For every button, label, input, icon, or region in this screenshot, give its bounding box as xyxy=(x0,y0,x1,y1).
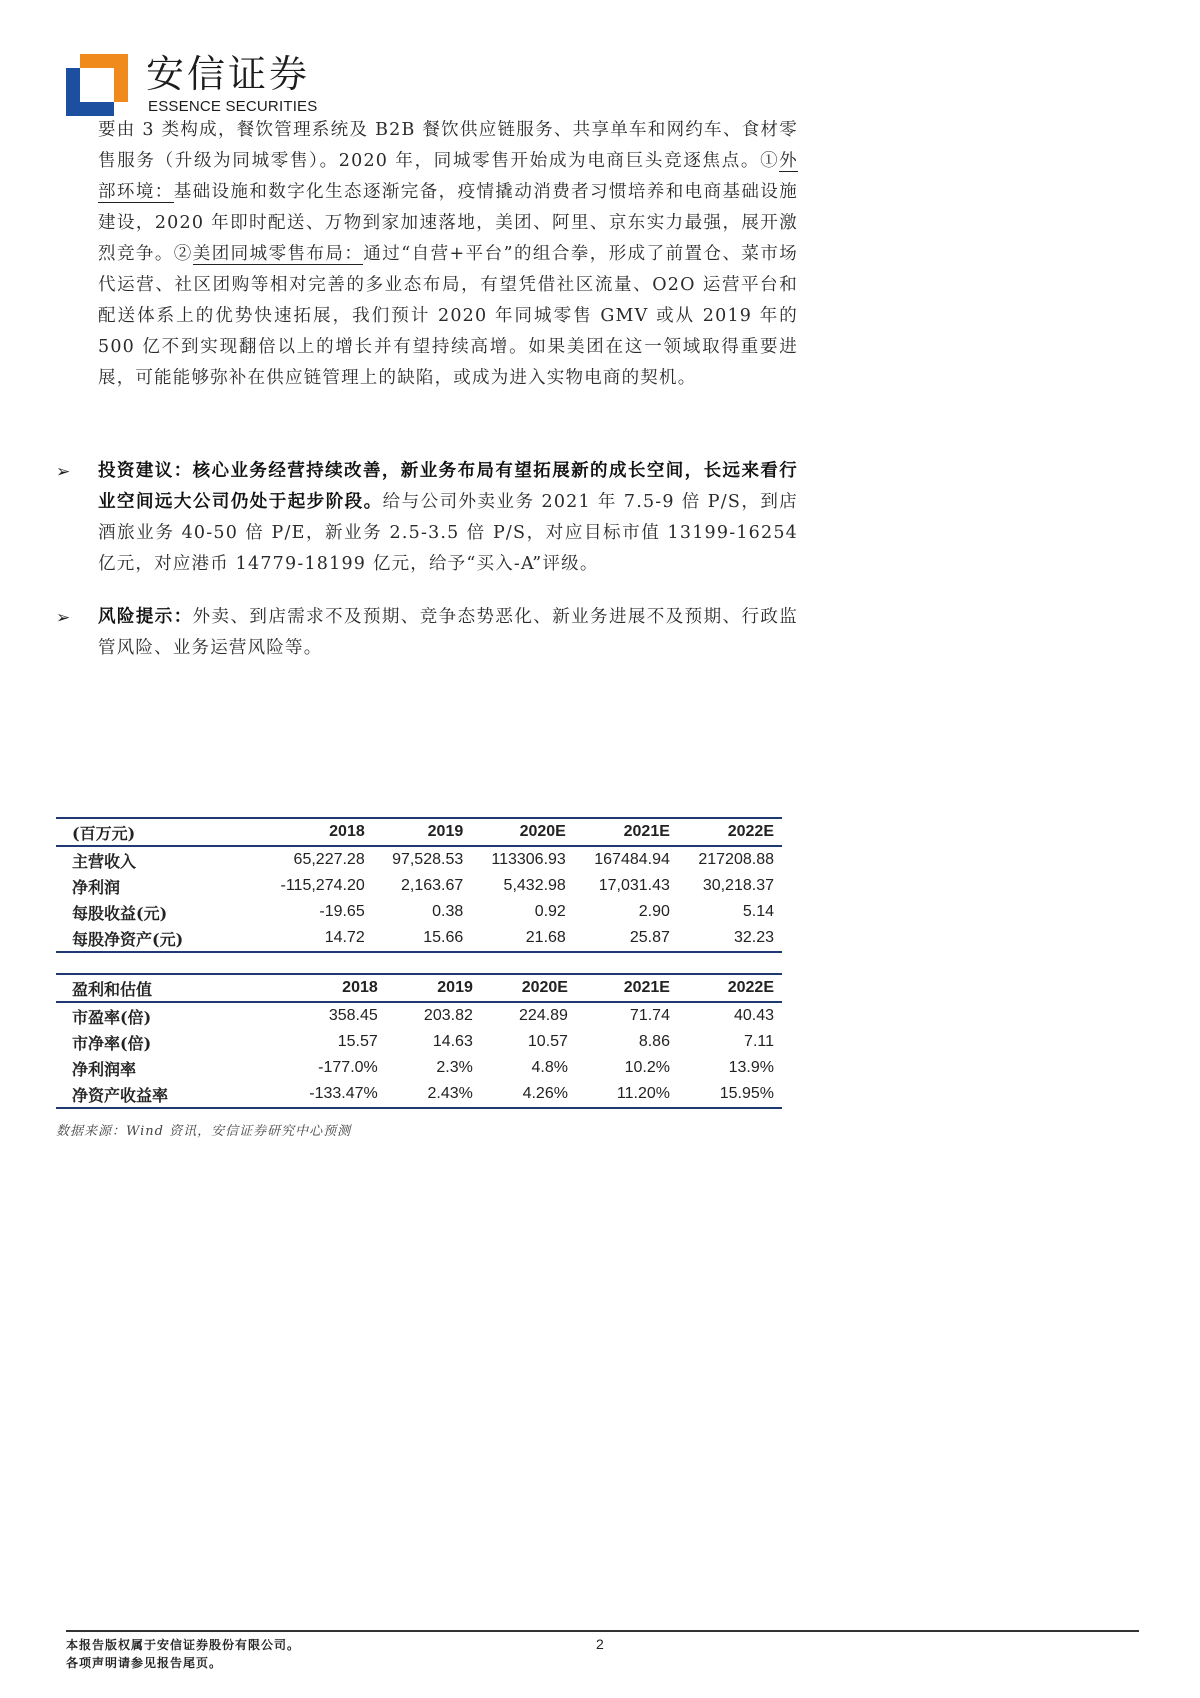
table-row xyxy=(56,1029,782,1055)
table-cell: 32.23 xyxy=(678,925,782,952)
row-label: 每股收益(元) xyxy=(72,903,168,923)
invest-bold: 投资建议：核心业务经营持续改善，新业务布局有望拓展新的成长空间，长远来看行业空间远大公司仍处于起步阶段。 xyxy=(98,461,798,512)
table-header-cell: 2018 xyxy=(258,818,373,846)
table-cell: 71.74 xyxy=(629,1007,670,1024)
intro-part-3: 通过“自营+平台”的组合拳，形成了前置仓、菜市场代运营、社区团购等相对完善的多业态布局，有望凭借社区流量、O2O 运营平台和配送体系上的优势快速拓展，我们预计 2020 年同城零售 GMV 或从 2019 年的 500 亿不到实现翻倍以上的增长并有望持续高增。如果美团在这一领域取得重要进展，可能能够弥补在供应链管理上的缺陷，或成为进入实物电商的契机。 xyxy=(98,244,798,388)
footer-disclaimer: 各项声明请参见报告尾页。 xyxy=(66,1656,223,1670)
table-cell: 5,432.98 xyxy=(503,877,566,894)
table-cell: 17,031.43 xyxy=(598,877,670,894)
table-row xyxy=(56,1002,782,1029)
table-cell: 167484.94 xyxy=(594,851,670,868)
invest-text: 给与公司外卖业务 2021 年 7.5-9 倍 P/S，到店酒旅业务 40-50 倍 P/E，新业务 2.5-3.5 倍 P/S，对应目标市值 13199-16254 亿元，对应港币 14779-18199 亿元，给予“买入-A”评级。 xyxy=(98,492,798,574)
table-row xyxy=(56,1055,782,1081)
table-header-cell: 2020E xyxy=(471,818,574,846)
table-header-cell: 2020E xyxy=(481,974,576,1002)
table-row xyxy=(56,899,782,925)
table-header-cell: 盈利和估值 xyxy=(56,974,258,1002)
table-cell: 4.26% xyxy=(481,1081,576,1108)
table-cell: 7.11 xyxy=(744,1033,774,1050)
risk-paragraph xyxy=(98,602,798,664)
row-label: 市盈率(倍) xyxy=(72,1007,152,1027)
table-cell: 25.87 xyxy=(574,925,678,952)
row-label: 净利润 xyxy=(72,877,121,897)
table-cell: -19.65 xyxy=(319,903,365,920)
financial-summary-table xyxy=(56,817,782,953)
table-cell: 2.43% xyxy=(386,1081,481,1108)
table-cell: 10.57 xyxy=(527,1033,568,1050)
data-source-note: 数据来源：Wind 资讯，安信证券研究中心预测 xyxy=(56,1124,352,1139)
row-label: 主营收入 xyxy=(72,851,137,871)
logo-mark-icon xyxy=(66,54,128,116)
table-cell: -115,274.20 xyxy=(280,877,365,894)
table-header-cell: 2022E xyxy=(678,818,782,846)
logo-name-en: ESSENCE SECURITIES xyxy=(148,98,318,115)
row-label: 净利润率 xyxy=(72,1059,137,1079)
table-cell: 217208.88 xyxy=(698,851,774,868)
invest-paragraph xyxy=(98,456,798,580)
table-cell: 14.72 xyxy=(258,925,373,952)
table-cell: 113306.93 xyxy=(491,851,566,868)
table-cell: 65,227.28 xyxy=(293,851,365,868)
table-cell: 15.66 xyxy=(373,925,472,952)
table-header-cell: 2019 xyxy=(386,974,481,1002)
table-row xyxy=(56,873,782,899)
table-cell: 30,218.37 xyxy=(702,877,774,894)
table-cell: 15.57 xyxy=(337,1033,378,1050)
table-header-cell: 2022E xyxy=(678,974,782,1002)
logo-name-cn: 安信证券 xyxy=(146,52,311,96)
row-label: 每股净资产(元) xyxy=(56,925,258,952)
table-header-cell: 2021E xyxy=(574,818,678,846)
table-cell: 15.95% xyxy=(678,1081,782,1108)
intro-paragraph xyxy=(98,115,798,394)
table-cell: 97,528.53 xyxy=(392,851,464,868)
table-cell: 14.63 xyxy=(432,1033,473,1050)
table-cell: 0.92 xyxy=(534,903,566,920)
table-cell: 2,163.67 xyxy=(400,877,464,894)
table-header-cell: 2019 xyxy=(373,818,472,846)
table-header-row xyxy=(56,818,782,846)
table-header-cell: 2021E xyxy=(576,974,678,1002)
table-cell: -133.47% xyxy=(258,1081,386,1108)
table-cell: 0.38 xyxy=(432,903,464,920)
table-header-cell: 2018 xyxy=(258,974,386,1002)
table-cell: 203.82 xyxy=(423,1007,473,1024)
footer-divider xyxy=(66,1630,1139,1632)
footer-copyright: 本报告版权属于安信证券股份有限公司。 xyxy=(66,1638,301,1652)
table-cell: 4.8% xyxy=(531,1059,568,1076)
table-cell: 2.3% xyxy=(436,1059,473,1076)
table-cell: 11.20% xyxy=(576,1081,678,1108)
risk-bold: 风险提示： xyxy=(98,607,193,627)
table-header-cell: (百万元) xyxy=(56,818,258,846)
invest-bullet-icon: ➢ xyxy=(56,462,71,482)
table-cell: 10.2% xyxy=(624,1059,670,1076)
row-label: 净资产收益率 xyxy=(56,1081,258,1108)
table-cell: 358.45 xyxy=(328,1007,378,1024)
company-logo xyxy=(66,50,326,122)
table-cell: 224.89 xyxy=(519,1007,568,1024)
table-cell: -177.0% xyxy=(318,1059,378,1076)
intro-part-2: 基础设施和数字化生态逐渐完备，疫情撬动消费者习惯培养和电商基础设施建设，2020 年即时配送、万物到家加速落地，美团、阿里、京东实力最强，展开激烈竞争。② xyxy=(98,182,798,264)
table-cell: 40.43 xyxy=(733,1007,774,1024)
table-cell: 13.9% xyxy=(728,1059,774,1076)
table-cell: 2.90 xyxy=(638,903,670,920)
table-row xyxy=(56,925,782,952)
intro-part-1: 要由 3 类构成，餐饮管理系统及 B2B 餐饮供应链服务、共享单车和网约车、食材零售服务（升级为同城零售）。2020 年，同城零售开始成为电商巨头竞逐焦点。① xyxy=(98,120,798,171)
table-cell: 5.14 xyxy=(742,903,774,920)
table-cell: 8.86 xyxy=(638,1033,670,1050)
valuation-table xyxy=(56,973,782,1109)
table-row xyxy=(56,846,782,873)
table-header-row xyxy=(56,974,782,1002)
risk-text: 外卖、到店需求不及预期、竞争态势恶化、新业务进展不及预期、行政监管风险、业务运营风险等。 xyxy=(98,607,798,658)
table-cell: 21.68 xyxy=(471,925,574,952)
intro-underline-external: 外部环境： xyxy=(98,151,798,202)
page-number: 2 xyxy=(596,1636,604,1652)
intro-underline-layout: 美团同城零售布局： xyxy=(192,244,364,264)
table-row xyxy=(56,1081,782,1108)
risk-bullet-icon: ➢ xyxy=(56,608,71,628)
row-label: 市净率(倍) xyxy=(72,1033,152,1053)
